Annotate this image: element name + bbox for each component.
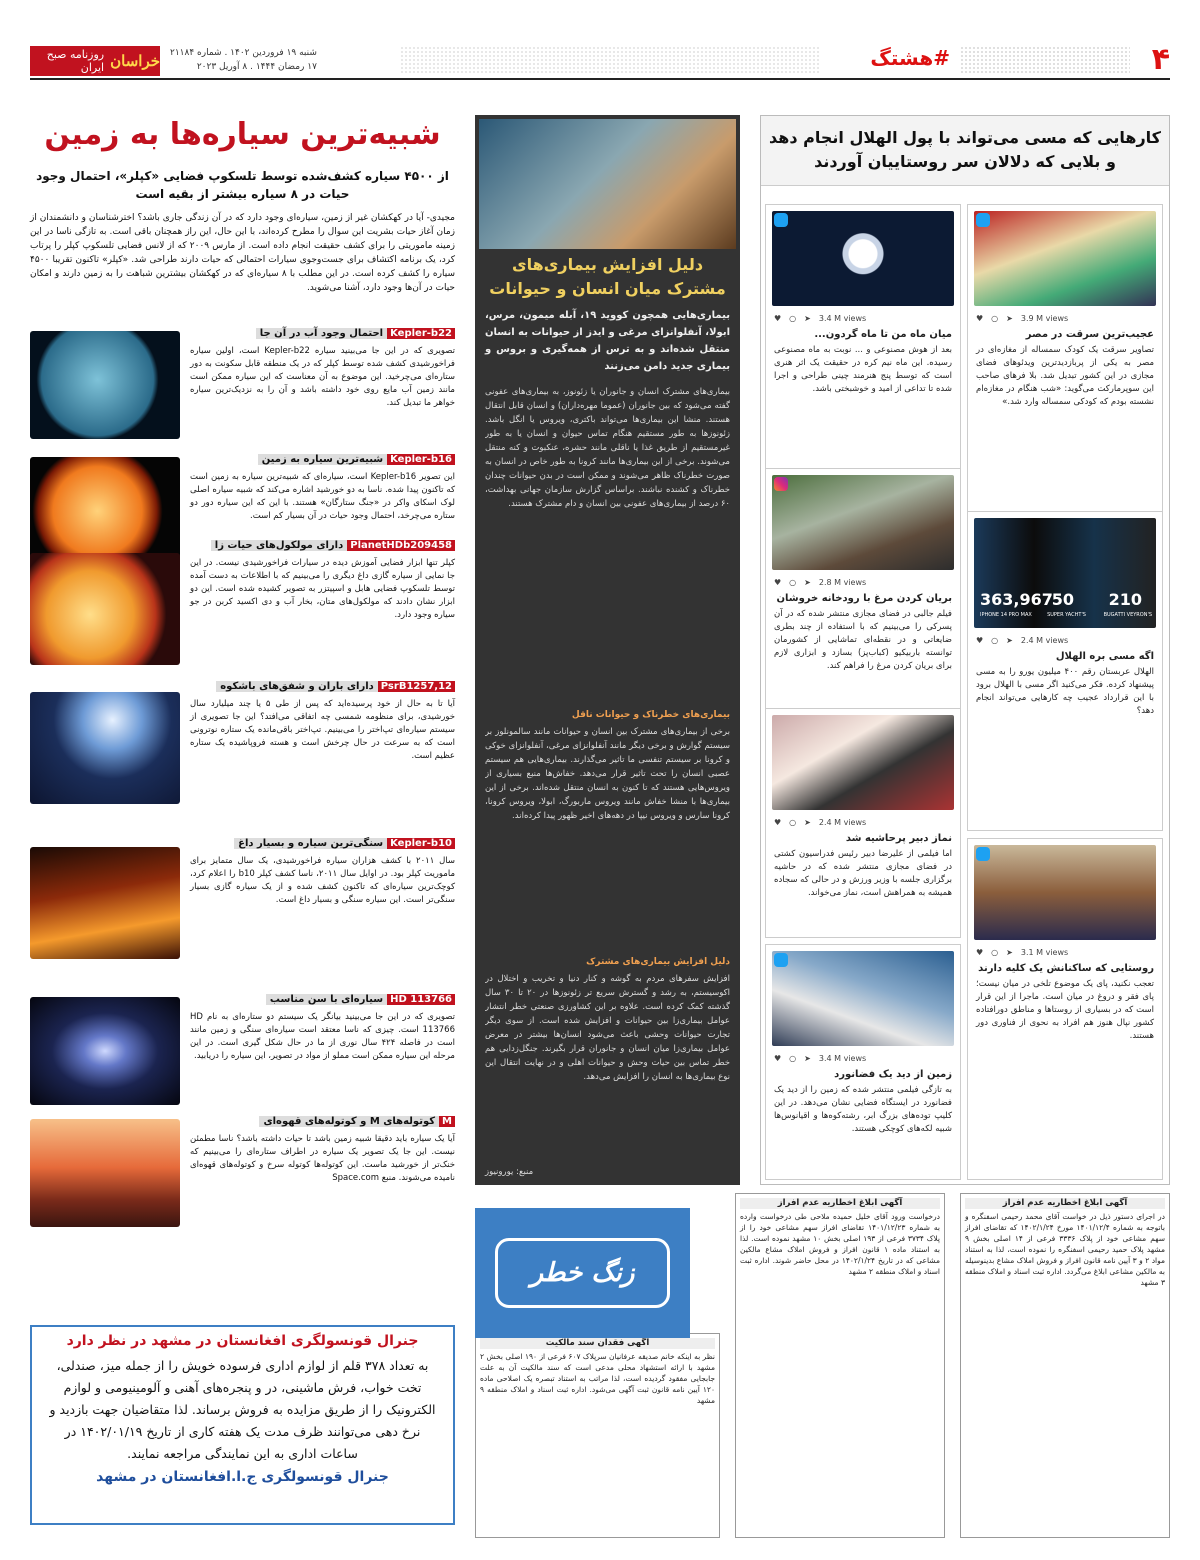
disease-body-2: برخی از بیماری‌های مشترک بین انسان و حیوانات مانند سالمونلوز بر سیستم گوارش و برخی دیگر مانند آنفلوانزای مرغی، آنفلوانزای خوکی و کرونا بر سیستم تنفسی ما تاثیر می‌گذارند. بیماری‌هایی هم سیستم عصبی انسان را تحت تاثیر قرار می‌دهد. خفاش‌ها منبع بسیاری از ویروس‌هایی هستند که تا کنون به انسان منتقل شده‌اند. برخی از این بیماری‌ها با منشا خفاش مانند ویروس ماربورگ، ابولا، ویروس کرونا، کرونا سارس و ویروس نیپا در دهه‌های اخیر ظهور پیدا کرده‌اند. <box>485 727 730 821</box>
heart-icon[interactable]: ♥ <box>774 578 782 587</box>
planet-caption <box>190 327 455 341</box>
post-card-nepal[interactable] <box>967 838 1163 1180</box>
planet-name: HD 113766 <box>387 994 455 1005</box>
social-headline-line-1: کارهایی که مسی می‌تواند با پول الهلال انجام دهد <box>769 128 1161 147</box>
post-card-dabir[interactable] <box>765 708 961 938</box>
overlay-label-1: BUGATTI VEYRON'S <box>1103 612 1152 618</box>
post-title: بریان کردن مرغ با رودخانه خروشان <box>776 593 952 604</box>
heart-icon[interactable]: ♥ <box>774 1054 782 1063</box>
header-pattern <box>960 46 1130 74</box>
post-text: بعد از هوش مصنوعی و ... نوبت به ماه مصنوعی رسیده. این ماه نیم کره در حقیقت یک اثر هنری است که توسط پنج هنرمند چینی طراحی و اجرا شده تا تداعی از امید و خوشبختی باشد. <box>774 345 952 394</box>
views-count: 3.4 M views <box>818 1054 867 1063</box>
overlay-label-3: IPHONE 14 PRO MAX <box>980 612 1032 618</box>
notice-title: آگهی ابلاغ اخطاریه عدم افراز <box>740 1198 940 1209</box>
post-text: فیلم جالبی در فضای مجازی منتشر شده که در آن پسرکی را می‌بینیم که با استفاده از چند بطری ضایعاتی و در نقطه‌ای تماشایی از کشورمان توانسته باربیکیو (کباب‌پز) بسازد و ابزاری لازم برای بریان کردن مرغ را فراهم کند. <box>774 609 952 671</box>
planets-subtitle: از ۴۵۰۰ سیاره کشف‌شده توسط تلسکوپ فضایی «کپلر»، احتمال وجود حیات در ۸ سیاره بیشتر از بقیه است <box>36 169 449 201</box>
share-icon[interactable]: ➤ <box>804 818 811 827</box>
planet-caption-text: دارای مولکول‌های حیات زا <box>211 540 347 551</box>
overlay-number-3: 363,967 <box>980 590 1053 609</box>
disease-subhead-1: بیماری‌های خطرناک و حیوانات ناقل <box>571 710 730 720</box>
heart-icon[interactable]: ♥ <box>976 948 984 957</box>
planet-caption <box>190 993 455 1007</box>
post-stats <box>968 312 1162 325</box>
notice-title: آگهی فقدان سند مالکیت <box>480 1338 715 1349</box>
post-title: اگه مسی بره الهلال <box>1055 651 1154 662</box>
heart-icon[interactable]: ♥ <box>774 818 782 827</box>
post-title: روستایی که ساکنانش یک کلیه دارند <box>978 963 1154 974</box>
planet-caption <box>190 837 455 851</box>
comment-icon[interactable]: ○ <box>991 948 999 957</box>
share-icon[interactable]: ➤ <box>1006 314 1013 323</box>
post-stats <box>766 816 960 829</box>
heart-icon[interactable]: ♥ <box>976 314 984 323</box>
share-icon[interactable]: ➤ <box>804 578 811 587</box>
planet-caption-text: کوتوله‌های M و کوتوله‌های قهوه‌ای <box>259 1116 439 1127</box>
views-count: 3.1 M views <box>1020 948 1069 957</box>
consulate-title: جنرال قونسولگری افغانستان در مشهد در نظر دارد <box>66 1333 419 1349</box>
post-text: اما فیلمی از علیرضا دبیر رئیس فدراسیون کشتی در فضای مجازی منتشر شده که در حاشیه برگزاری جلسه با وزیر ورزش و در حالی که سجاده همیشه به همراهش است، نماز می‌خواند. <box>774 849 952 898</box>
planet-caption-text: دارای باران و شفق‌های باشکوه <box>216 681 378 692</box>
share-icon[interactable]: ➤ <box>1006 636 1013 645</box>
newspaper-logo[interactable] <box>30 46 160 76</box>
comment-icon[interactable]: ○ <box>789 818 797 827</box>
social-headline <box>761 116 1169 186</box>
post-image <box>772 715 954 810</box>
post-text: به تازگی فیلمی منتشر شده که زمین را از دید یک فضانورد در ایستگاه فضایی نشان می‌دهد. در این کلیپ توده‌های بزرگ ابر، رشته‌کوه‌ها و اقیانوس‌ها شبیه لکه‌های کوچکی هستند. <box>774 1085 952 1134</box>
social-column <box>760 115 1170 1185</box>
planet-description: تصویری که در این جا می‌بینید بیانگر یک سیستم دو ستاره‌ای به نام HD 113766 است. چیزی که ناسا معتقد است سیاره‌ای سنگی و زمین مانند است در فاصله ۴۲۴ سال نوری از ما در حال شکل گیری است. در این مرحله این سیاره ممکن است مملو از مواد در تصویر، این سیاره را دریابید. <box>190 1012 455 1061</box>
disease-subhead-2: دلیل افزایش بیماری‌های مشترک <box>586 957 730 967</box>
instagram-icon <box>774 477 788 491</box>
post-image <box>772 951 954 1046</box>
planets-intro: مجیدی- آیا در کهکشان غیر از زمین، سیاره‌ای وجود دارد که در آن زندگی جاری باشد؟ اخترشناسان و دانشمندان از زمان آغاز حیات بشریت این سوال را مطرح کرده‌اند، با این حال، این راز همچنان باقی است. به تازگی ناسا در این زمینه ماموریتی را برای کشف حقیقت انجام داده است. از مارس ۲۰۰۹ که از لانس فضایی تلسکوپ کپلر را پرتاب کرد، یک برنامه اکتشاف برای جست‌وجوی سیارات احتمالی که حیات دارند طراحی شد. «کپلر» تاکنون تقریبا ۴۵۰۰ سیاره را کشف کرده است. در این مطلب با ۸ سیاره‌ای که در کهکشان بیشترین شباهت را به زمین دارند و امکان حیات در آن‌ها وجود دارد، آشنا می‌شوید. <box>30 213 455 293</box>
overlay-number-2: 50 <box>1051 590 1074 609</box>
issue-line-1: شنبه ۱۹ فروردین ۱۴۰۲ . شماره ۲۱۱۸۴ <box>170 48 317 58</box>
disease-source: منبع: یورونیوز <box>485 1167 534 1177</box>
planet-description: آیا یک سیاره باید دقیقا شبیه زمین باشد تا حیات داشته باشد؟ ناسا مطمئن نیست. این جا یک تصویر یک سیاره در اطراف ستاره‌ای را می‌بینیم که خنک‌تر از خورشید ماست. این کوتوله‌ها کوتوله سرخ و کوتوله‌های قهوه‌ای نامیده می‌شوند. منبع Space.com <box>190 1134 455 1183</box>
page-number: ۴ <box>1151 42 1170 77</box>
planet-entry <box>30 327 455 445</box>
disease-article <box>475 115 740 1185</box>
planet-caption <box>190 1115 455 1129</box>
twitter-icon <box>774 213 788 227</box>
planet-image <box>30 331 180 439</box>
notice-card <box>960 1193 1170 1538</box>
planet-image <box>30 997 180 1105</box>
post-title: نماز دبیر پرحاشیه شد <box>845 833 952 844</box>
overlay-number-1: 210 <box>1108 590 1142 609</box>
post-title: عجیب‌ترین سرقت در مصر <box>1025 329 1154 340</box>
comment-icon[interactable]: ○ <box>789 314 797 323</box>
planet-description: تصویری که در این جا می‌بینید سیاره Kepler-b22 است، اولین سیاره فراخورشیدی کشف شده توسط کپلر که در یک منطقه قابل سکونت به دور ستاره‌ای می‌چرخید. این موضوع به آن معناست که این سیاره ممکن است مانند زمین آب مایع روی خود داشته باشد و آن را به نزدیک‌ترین سیاره خواهر ما تبدیل کند. <box>190 346 455 408</box>
planet-image <box>30 1119 180 1227</box>
notice-title: آگهی ابلاغ اخطاریه عدم افراز <box>965 1198 1165 1209</box>
planet-description: آیا تا به حال از خود پرسیده‌اید که پس از طی ۵ یا چند میلیارد سال خورشیدی، برای منظومه شمسی چه اتفاقی می‌افتد؟ این جا تصویری از سیستم سیاره‌ای تپ‌اختر را می‌بینیم. تپ‌اختر باقی‌مانده یک ستاره نوترونی است که به سرعت در حال چرخش است و هسته فروپاشیده یک ستاره عظیم است. <box>190 699 455 761</box>
views-count: 2.8 M views <box>818 578 867 587</box>
disease-lead: بیماری‌هایی همچون کووید ۱۹، آبله میمون، مرس، ابولا، آنفلوانزای مرغی و ایدز از حیوانات به انسان منتقل شده‌اند و به ترس از همه‌گیری و بروس و بیماری جدید دامن می‌زنند <box>485 310 730 372</box>
planet-image <box>30 553 180 665</box>
disease-body-3: افزایش سفرهای مردم به گوشه و کنار دنیا و تخریب و اختلال در اکوسیستم، به رشد و گسترش سریع تر زئونوزها در ۲۰ تا ۳۰ سال گذشته کمک کرده است. علاوه بر این کشاورزی صنعتی خطر انتشار عوامل بیماری‌زا بین حیوانات و افزایش شده است. از سوی دیگر تجارت حیوانات وحشی باعث می‌شود انسان‌ها بیشتر در معرض عوامل بیماری‌زا میان انسان و جانوران قرار بگیرند. جنگل‌زدایی هم خطر تماس بین حیات وحش و حیوانات اهلی و در نهایت انتقال این نوع بیماری‌ها به انسان را افزایش می‌دهد. <box>485 974 730 1082</box>
planet-caption <box>190 453 455 467</box>
post-card-messi[interactable] <box>967 511 1163 831</box>
share-icon[interactable]: ➤ <box>1006 948 1013 957</box>
planet-caption-text: احتمال وجود آب در آن جا <box>256 328 387 339</box>
post-image <box>974 845 1156 940</box>
views-count: 2.4 M views <box>818 818 867 827</box>
header-pattern-left <box>400 46 820 74</box>
planets-title: شبیه‌ترین سیاره‌ها به زمین <box>44 117 441 152</box>
notice-card <box>475 1333 720 1538</box>
newspaper-name: خراسان <box>110 52 160 70</box>
planet-name: Kepler-b10 <box>387 838 455 849</box>
comment-icon[interactable]: ○ <box>991 636 999 645</box>
planet-name: Kepler-b22 <box>387 328 455 339</box>
heart-icon[interactable]: ♥ <box>774 314 782 323</box>
post-stats <box>968 634 1162 647</box>
planet-name: M <box>439 1116 455 1127</box>
twitter-icon <box>976 213 990 227</box>
post-title: زمین از دید یک فضانورد <box>834 1069 952 1080</box>
planet-name: PsrB1257,12 <box>378 681 455 692</box>
issue-line-2: ۱۷ رمضان ۱۴۴۴ . ۸ آوریل ۲۰۲۳ <box>196 62 317 72</box>
post-image <box>772 475 954 570</box>
planet-caption-text: سنگی‌ترین سیاره و بسیار داغ <box>234 838 387 849</box>
post-image <box>974 211 1156 306</box>
share-icon[interactable]: ➤ <box>804 1054 811 1063</box>
post-text: الهلال عربستان رقم ۴۰۰ میلیون یورو را به مسی پیشنهاد کرده. فکر می‌کنید اگر مسی با الهلال برود با این قرارداد عجیب چه کارهایی می‌تواند انجام دهد؟ <box>976 667 1155 716</box>
notice-card <box>735 1193 945 1538</box>
comment-icon[interactable]: ○ <box>991 314 999 323</box>
planet-description: این تصویر Kepler-b16 است، سیاره‌ای که شبیه‌ترین سیاره به زمین است که تاکنون پیدا شده. ناسا به دو خورشید اشاره می‌کند که شبیه سیاره اصلی لوک اسکای واکر در «جنگ ستارگان» هستند. با این که این سیاره دور دو ستاره می‌چرخد، احتمال وجود حیات در آن بسیار کم است. <box>190 472 455 521</box>
disease-title: دلیل افزایش بیماری‌های مشترک میان انسان و حیوانات <box>489 255 726 298</box>
disease-body-1: بیماری‌های مشترک انسان و جانوران یا زئونوز، به بیماری‌های عفونی گفته می‌شود که بین جانوران (عموما مهره‌داران) و انسان قابل انتقال هستند. منشا این بیماری‌ها می‌تواند باکتری، ویروس یا انگل باشد. زئونوزها به طور مستقیم هنگام تماس حیوان و انسان یا به طور غیرمستقیم از طریق غذا یا ناقلی مانند حشره، عنکبوت و کنه منتقل می‌شوند. برخی از این بیماری‌ها مانند کرونا به طور خاص در انسان به صورت خطرناک ظاهر می‌شوند و ممکن است در بدن حیوانات چندان خطرناک و کشنده نباشند. براساس گزارش سازمان جهانی بهداشت، ۶۰ درصد از بیماری‌های عفونی بین انسان و دام مشترک هستند. <box>485 387 730 509</box>
heart-icon[interactable]: ♥ <box>976 636 984 645</box>
planet-name: Kepler-b16 <box>387 454 455 465</box>
zang-khatar-ad[interactable] <box>475 1208 690 1338</box>
page-header <box>30 40 1170 80</box>
post-text: تصاویر سرقت یک کودک سمساله از مغازه‌ای در مصر به یکی از پربازدیدترین ویدئوهای فضای مجازی در این کشور تبدیل شد. بلا فرهای صاحب این سوپرمارکت می‌گوید: «شب هنگام در مغازه‌ام نشسته بودم که کودکی سمساله وارد شد.» <box>976 345 1154 407</box>
planet-entry <box>30 1115 455 1235</box>
section-title: #هشتگ <box>870 46 950 70</box>
issue-info <box>170 46 317 74</box>
consulate-body: به تعداد ۳۷۸ قلم از لوازم اداری فرسوده خویش را از جمله میز، صندلی، تخت خواب، فرش ماشینی، در و پنجره‌های آهنی و آلومینیومی و لوازم الکترونیک را از طریق مزایده به فروش برساند. لذا متقاضیان جهت بازدید و نرخ دهی می‌توانند ظرف مدت یک هفته کاری از تاریخ ۱۴۰۲/۰۱/۱۹ در ساعات اداری به این نمایندگی مراجعه نمایند. <box>49 1358 436 1461</box>
notice-text: نظر به اینکه خانم صدیقه عرفانیان سرپلاک ۶۰۷ فرعی از ۱۹۰ اصلی بخش ۲ مشهد با ارائه استشهاد محلی مدعی است که سند مالکیت آن به علت جابجایی مفقود گردیده است، لذا مراتب به استناد تبصره یک اصلاحی ماده ۱۲۰ آیین نامه قانون ثبت آگهی می‌شود. اداره ثبت اسناد و املاک منطقه ۹ مشهد <box>480 1352 715 1405</box>
post-text: تعجب نکنید، پای یک موضوع تلخی در میان نیست؛ پای فقر و دروغ در میان است. ماجرا از این قرار است که در بسیاری از روستاها و مناطق دورافتاده کشور نپال هنوز هم افراد به نحوی از فناوری دور هستند. <box>976 979 1154 1041</box>
notice-text: در اجرای دستور ذیل در خواست آقای محمد رحیمی اسفنگره و باتوجه به شماره ۱۴۰۱/۱۲/۴ مورخ ۱۴۰۲/۱/۲۴ که تقاضای افراز سهم مشاعی خود از پلاک ۳۳۳۶ فرعی از ۱۴ اصلی بخش ۹ مشهد پلاک حمید رحیمی اسفنگره را نموده است، لذا به استناد مواد ۲ و ۳ آیین نامه قانون افراز و فروش املاک مشاع بدینوسیله به مالکین مشاعی ابلاغ می‌گردد. اداره ثبت اسناد و املاک منطقه ۳ مشهد <box>965 1212 1166 1287</box>
planet-entry <box>30 539 455 669</box>
planet-entry <box>30 680 455 810</box>
planet-caption <box>190 680 455 694</box>
views-count: 3.4 M views <box>818 314 867 323</box>
post-stats <box>766 576 960 589</box>
social-headline-line-2: و بلایی که دلالان سر روستاییان آوردند <box>814 152 1116 171</box>
consulate-signature: جنرال قونسولگری ج.ا.افغانستان در مشهد <box>96 1469 389 1485</box>
planet-entry <box>30 993 455 1113</box>
planet-image <box>30 847 180 959</box>
views-count: 3.9 M views <box>1020 314 1069 323</box>
post-image <box>772 211 954 306</box>
overlay-label-2: SUPER YACHT'S <box>1047 612 1086 618</box>
comment-icon[interactable]: ○ <box>789 1054 797 1063</box>
notice-text: درخواست ورود آقای خلیل حمیده ملاحی طی درخواست وارده به شماره ۱۴۰۱/۱۲/۲۳ تقاضای افراز سهم مشاعی خود را از پلاک ۳۷۳۴ فرعی از ۱۹۳ اصلی بخش ۱۰ مشهد نموده است. لذا به استناد ماده ۱ قانون افراز و فروش املاک مشاع مالکین مشاعی که در تاریخ ۱۴۰۲/۱/۲۴ در محل حاضر شوند. اداره ثبت اسناد و املاک منطقه ۲ مشهد <box>740 1212 940 1276</box>
post-card-astronaut[interactable] <box>765 944 961 1180</box>
ad-logo: زنگ خطر <box>495 1238 670 1308</box>
twitter-icon <box>976 847 990 861</box>
share-icon[interactable]: ➤ <box>804 314 811 323</box>
planet-name: PlanetHDb209458 <box>347 540 455 551</box>
post-stats <box>968 946 1162 959</box>
planet-caption <box>190 539 455 553</box>
twitter-icon <box>774 953 788 967</box>
disease-photo <box>479 119 736 249</box>
planet-caption-text: شبیه‌ترین سیاره به زمین <box>258 454 387 465</box>
planet-description: کپلر تنها ابزار فضایی آموزش دیده در سیارات فراخورشیدی نیست. در این جا نمایی از سیاره گازی داغ دیگری را می‌بینیم که با اطلاعات به دست آمده توسط تلسکوپ فضایی هابل و اسپیتزر به تصویر کشیده شده است. این دو ابزار نشان دادند که مولکول‌های متان، بخار آب و دی اکسید کربن در جو سیاره وجود دارد. <box>190 558 455 620</box>
post-stats <box>766 1052 960 1065</box>
planet-entry <box>30 837 455 962</box>
post-image <box>974 518 1156 628</box>
planet-image <box>30 692 180 804</box>
consulate-ad <box>30 1325 455 1525</box>
views-count: 2.4 M views <box>1020 636 1069 645</box>
planet-caption-text: سیاره‌ای با سن مناسب <box>266 994 387 1005</box>
post-stats <box>766 312 960 325</box>
planet-description: سال ۲۰۱۱ با کشف هزاران سیاره فراخورشیدی، یک سال متمایز برای ماموریت کپلر بود. در اوایل سال ۲۰۱۱، ناسا کشف کپلر b10 را اعلام کرد، کوچک‌ترین سیاره‌ای که تاکنون کشف شده و از یک سیاره گازی بسیار سنگی‌تر است. این سیاره سنگی و بسیار داغ است. <box>190 856 456 905</box>
newspaper-tagline: روزنامه صبح ایران <box>46 48 105 74</box>
planets-article <box>30 115 455 1195</box>
comment-icon[interactable]: ○ <box>789 578 797 587</box>
post-title: میان ماه من تا ماه گردون... <box>814 329 952 340</box>
